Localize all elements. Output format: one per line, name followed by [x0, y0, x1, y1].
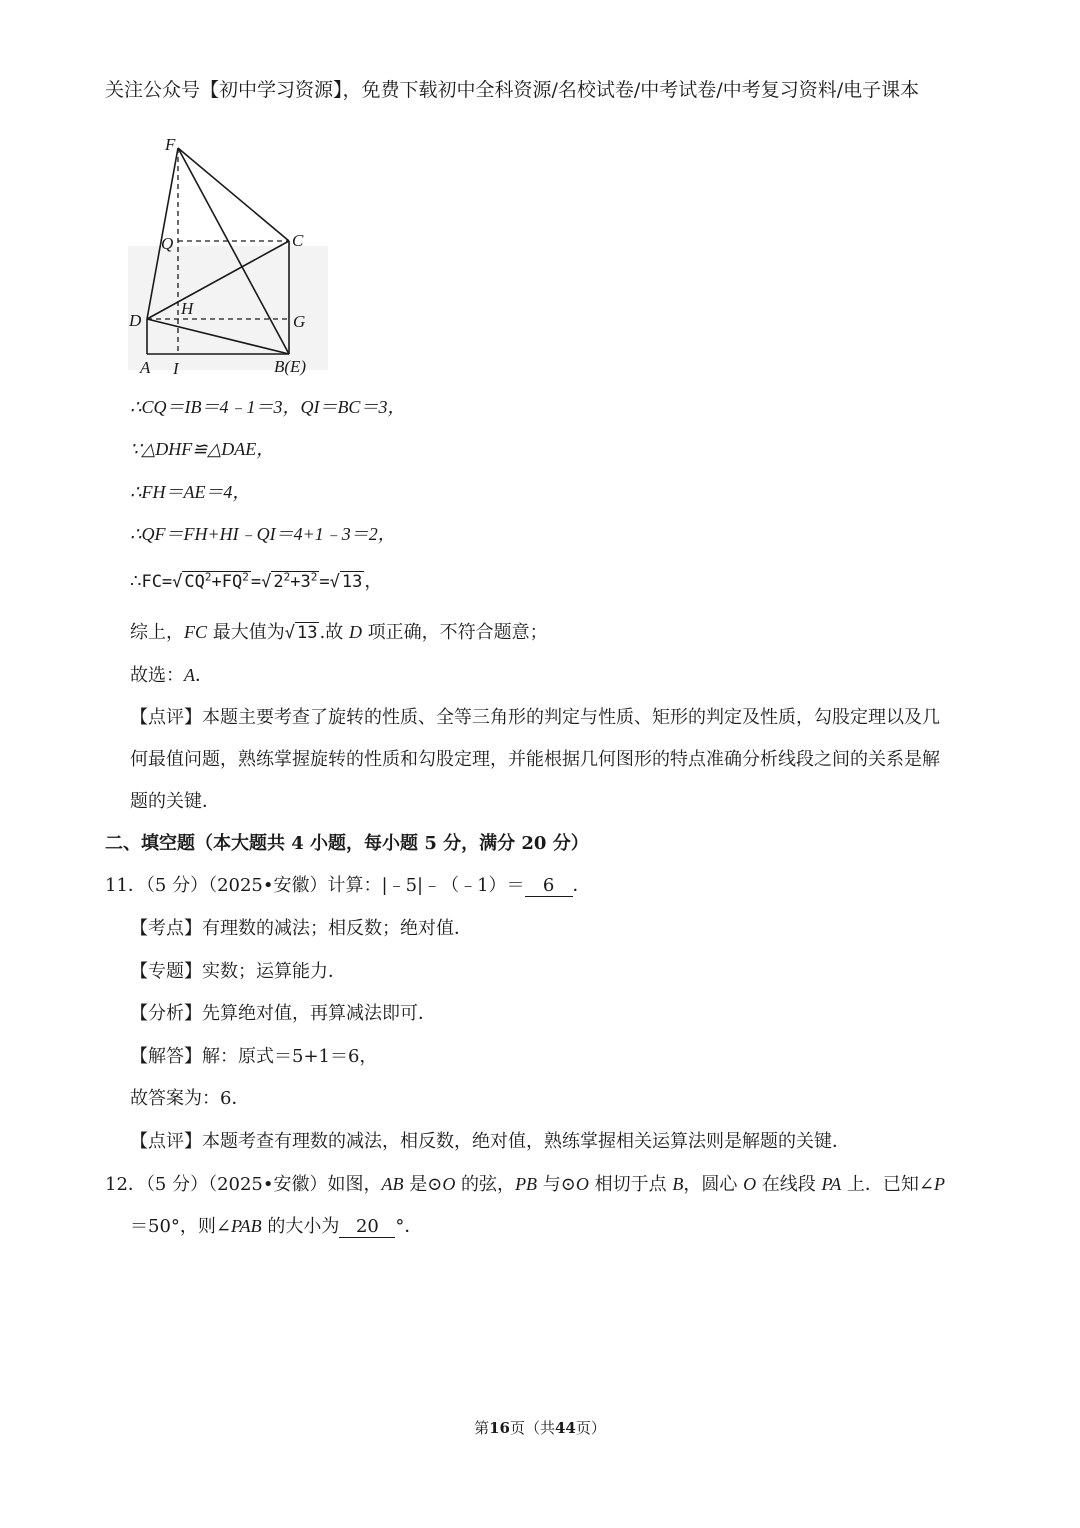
label-b-e: B(E) [274, 357, 307, 376]
text-segment: 上．已知∠ [841, 1174, 934, 1195]
q11-fenxi: 【分析】先算绝对值，再算减法即可． [130, 1003, 436, 1024]
exponent: 2 [204, 570, 212, 584]
var-b: B [672, 1174, 684, 1194]
text-segment: °． [395, 1216, 423, 1237]
radicand-13: 13 [297, 623, 318, 643]
var-pb: PB [515, 1174, 538, 1194]
text-segment: 的大小为 [261, 1216, 340, 1237]
q11-answer-line: 故答案为：6． [130, 1088, 250, 1109]
solution-line-3: ∴FH＝AE＝4， [130, 482, 251, 502]
var-fc: FC [184, 622, 208, 642]
text-segment: .故 [319, 622, 349, 643]
text-segment: ＝50°，则∠ [130, 1216, 231, 1237]
section-title: 二、填空题（本大题共 4 小题，每小题 5 分，满分 20 分） [105, 833, 589, 854]
q11-stem-end: ． [572, 875, 591, 896]
var-a: A [184, 665, 195, 685]
review-line-3: 题的关键． [130, 791, 220, 812]
exponent: 2 [242, 570, 249, 584]
text-segment: 在线段 [756, 1174, 822, 1195]
var-ab: AB [381, 1174, 404, 1194]
geometry-figure [125, 128, 340, 388]
var-pab: PAB [231, 1216, 262, 1236]
label-i: I [173, 359, 179, 378]
label-h: H [181, 299, 194, 318]
var-o: O [442, 1174, 456, 1194]
q12-answer: 20 [339, 1217, 395, 1238]
q12-line-2 [130, 1214, 422, 1239]
q11-dianping: 【点评】本题考查有理数的减法，相反数，绝对值，熟练掌握相关运算法则是解题的关键． [130, 1131, 850, 1152]
text-segment: ，圆心 [683, 1174, 744, 1195]
solution-line-5 [130, 570, 382, 594]
therefore-sign: ∴ [130, 571, 142, 592]
text-segment: 最大值为 [207, 622, 285, 643]
q11-kaodian: 【考点】有理数的减法；相反数；绝对值． [130, 918, 472, 939]
q11-answer: 6 [525, 876, 573, 897]
figure-background [128, 246, 328, 370]
radicand-2: 2 [273, 572, 284, 592]
page-header: 关注公众号【初中学习资源】，免费下载初中全科资源/名校试卷/中考试卷/中考复习资料/电子课本 [105, 79, 920, 101]
review-line-1: 【点评】本题主要考查了旋转的性质、全等三角形的判定与性质、矩形的判定及性质，勾股定理以及几 [130, 707, 940, 728]
text-segment: 相切于点 [588, 1174, 673, 1195]
footer-text: 第 [474, 1419, 490, 1437]
comma: ， [364, 571, 383, 592]
equals-sign: = [319, 572, 330, 592]
var-pa: PA [821, 1174, 842, 1194]
solution-line-6 [130, 620, 548, 645]
label-f: F [165, 135, 176, 154]
segment-fc [178, 148, 289, 241]
footer-text: 页） [575, 1419, 606, 1437]
review-line-2: 何最值问题，熟练掌握旋转的性质和勾股定理，并能根据几何图形的特点准确分析线段之间的关系是解 [130, 749, 940, 770]
radicand-13: 13 [341, 572, 363, 592]
solution-line-7 [130, 663, 213, 688]
q12-line-1 [105, 1172, 945, 1197]
text-segment: ． [195, 665, 213, 686]
text-segment: 故选： [130, 665, 184, 686]
text-segment: 综上， [130, 622, 184, 643]
radicand-3: +3 [290, 572, 311, 592]
solution-line-2: ∵△DHF≌△DAE， [130, 439, 275, 459]
label-g: G [293, 312, 306, 331]
exponent: 2 [310, 570, 318, 584]
footer-text: 页（共 [509, 1419, 555, 1437]
sqrt-expression-2: √ $2^2+3^2$ [261, 570, 318, 592]
total-pages: 44 [555, 1419, 576, 1437]
text-segment: 的弦， [455, 1174, 516, 1195]
equals-sign: = [250, 572, 262, 592]
text-segment: 项正确，不符合题意； [361, 622, 548, 643]
var-d: D [348, 622, 362, 642]
radicand-fq: +FQ [211, 572, 243, 592]
q11-stem [105, 874, 591, 898]
page-footer [0, 1416, 1080, 1440]
sqrt-expression-1: √ $CQ^2+FQ^2$ [172, 570, 249, 592]
text-segment: 是⊙ [403, 1174, 443, 1195]
label-d: D [129, 311, 142, 330]
sqrt-13: √ 13 [284, 623, 318, 643]
q11-jieda: 【解答】解：原式＝5+1＝6， [130, 1046, 378, 1067]
label-q: Q [161, 234, 174, 253]
q11-zhuanti: 【专题】实数；运算能力． [130, 961, 346, 982]
exponent: 2 [283, 570, 291, 584]
var-o: O [743, 1174, 757, 1194]
text-segment: 与⊙ [537, 1174, 576, 1195]
var-p: P [934, 1174, 945, 1194]
page-number: 16 [489, 1419, 510, 1437]
label-c: C [292, 231, 304, 250]
var-o: O [575, 1174, 589, 1194]
q11-stem-text: 11．（5 分）（2025•安徽）计算：|﹣5|﹣（﹣1）＝ [105, 875, 525, 896]
label-a: A [140, 358, 151, 377]
radicand-cq: CQ [184, 572, 205, 592]
solution-line-4: ∴QF＝FH+HI﹣QI＝4+1﹣3＝2， [130, 524, 396, 544]
sqrt-expression-3: √ 13 [329, 572, 363, 592]
text-segment: 12．（5 分）（2025•安徽）如图， [105, 1174, 382, 1195]
solution-line-1: ∴CQ＝IB＝4﹣1＝3，QI＝BC＝3， [130, 397, 406, 417]
formula-fc-label: FC= [141, 572, 173, 592]
